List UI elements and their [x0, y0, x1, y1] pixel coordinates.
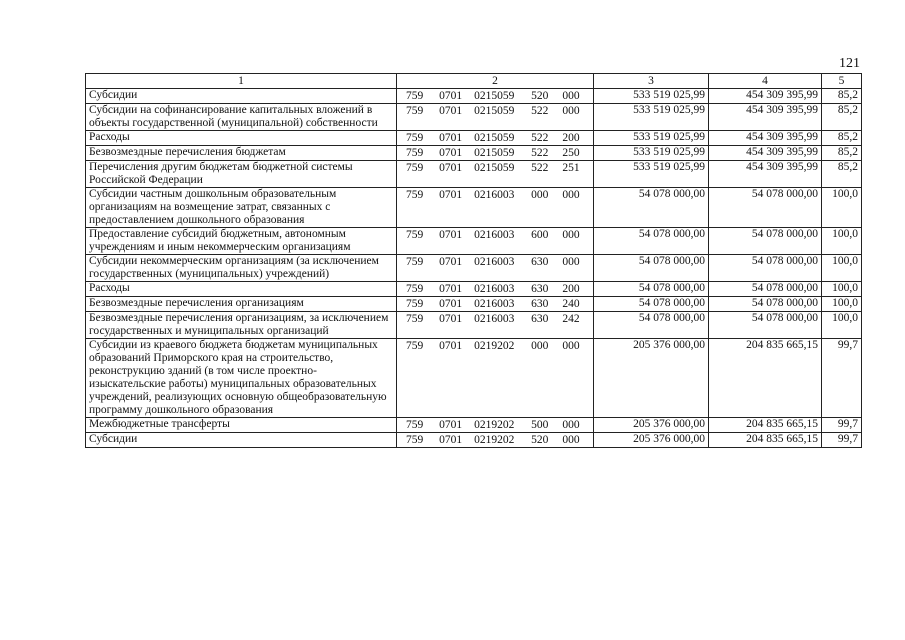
code-part-4: 630 — [531, 313, 549, 325]
execution-percent: 100,0 — [822, 312, 862, 339]
header-row — [86, 74, 862, 89]
row-name: Субсидии из краевого бюджета бюджетам муниципальных образований Приморского края на строительство, реконструкцию зданий (в том числе проектно-изыскательские работы) муниципальных образовательных учреждений, реализующих основную общеобразовательную программу дошкольного образования — [86, 339, 397, 418]
planned-amount: 533 519 025,99 — [594, 89, 709, 104]
code-part-4: 522 — [531, 105, 549, 117]
row-codes — [397, 89, 594, 104]
table-row — [86, 339, 862, 418]
table-row — [86, 255, 862, 282]
code-part-2: 0701 — [439, 229, 463, 241]
actual-amount: 54 078 000,00 — [709, 255, 822, 282]
code-part-2: 0701 — [439, 340, 463, 352]
code-part-2: 0701 — [439, 90, 463, 102]
actual-amount: 454 309 395,99 — [709, 161, 822, 188]
row-codes — [397, 255, 594, 282]
code-part-1: 759 — [406, 313, 424, 325]
code-part-4: 522 — [531, 162, 549, 174]
code-part-4: 630 — [531, 256, 549, 268]
code-part-4: 600 — [531, 229, 549, 241]
planned-amount: 533 519 025,99 — [594, 161, 709, 188]
table-row — [86, 146, 862, 161]
row-name: Перечисления другим бюджетам бюджетной системы Российской Федерации — [86, 161, 397, 188]
code-part-2: 0701 — [439, 313, 463, 325]
row-codes — [397, 312, 594, 339]
code-part-3: 0215059 — [474, 90, 515, 102]
code-part-2: 0701 — [439, 298, 463, 310]
code-part-1: 759 — [406, 147, 424, 159]
actual-amount: 54 078 000,00 — [709, 282, 822, 297]
code-part-3: 0216003 — [474, 313, 515, 325]
execution-percent: 100,0 — [822, 255, 862, 282]
page-number: 121 — [839, 56, 860, 71]
code-part-2: 0701 — [439, 105, 463, 117]
row-name: Безвозмездные перечисления организациям — [86, 297, 397, 312]
code-part-5: 000 — [562, 229, 580, 241]
code-part-2: 0701 — [439, 256, 463, 268]
table-row — [86, 433, 862, 448]
row-name: Субсидии на софинансирование капитальных вложений в объекты государственной (муниципальной) собственности — [86, 104, 397, 131]
execution-percent: 100,0 — [822, 297, 862, 312]
code-part-3: 0216003 — [474, 229, 515, 241]
execution-percent: 85,2 — [822, 131, 862, 146]
table-row — [86, 104, 862, 131]
row-name: Субсидии — [86, 89, 397, 104]
planned-amount: 205 376 000,00 — [594, 433, 709, 448]
code-part-5: 200 — [562, 283, 580, 295]
code-part-1: 759 — [406, 283, 424, 295]
code-part-5: 000 — [562, 434, 580, 446]
actual-amount: 454 309 395,99 — [709, 89, 822, 104]
table-row — [86, 161, 862, 188]
row-codes — [397, 131, 594, 146]
actual-amount: 454 309 395,99 — [709, 146, 822, 161]
code-part-5: 251 — [562, 162, 580, 174]
code-part-2: 0701 — [439, 162, 463, 174]
header-col-1: 1 — [86, 74, 397, 89]
execution-percent: 85,2 — [822, 146, 862, 161]
row-name: Субсидии некоммерческим организациям (за исключением государственных (муниципальных) учреждений) — [86, 255, 397, 282]
code-part-3: 0215059 — [474, 132, 515, 144]
table-row — [86, 89, 862, 104]
code-part-5: 240 — [562, 298, 580, 310]
code-part-4: 522 — [531, 147, 549, 159]
planned-amount: 54 078 000,00 — [594, 312, 709, 339]
code-part-3: 0215059 — [474, 105, 515, 117]
code-part-1: 759 — [406, 298, 424, 310]
planned-amount: 54 078 000,00 — [594, 228, 709, 255]
table-row — [86, 297, 862, 312]
code-part-2: 0701 — [439, 132, 463, 144]
execution-percent: 99,7 — [822, 433, 862, 448]
table-row — [86, 131, 862, 146]
code-part-2: 0701 — [439, 283, 463, 295]
execution-percent: 99,7 — [822, 339, 862, 418]
table-row — [86, 228, 862, 255]
table-row — [86, 418, 862, 433]
code-part-3: 0219202 — [474, 340, 515, 352]
table-row — [86, 312, 862, 339]
actual-amount: 204 835 665,15 — [709, 339, 822, 418]
row-name: Расходы — [86, 282, 397, 297]
code-part-1: 759 — [406, 434, 424, 446]
row-codes — [397, 188, 594, 228]
actual-amount: 54 078 000,00 — [709, 188, 822, 228]
code-part-5: 242 — [562, 313, 580, 325]
execution-percent: 85,2 — [822, 104, 862, 131]
row-name: Безвозмездные перечисления организациям, за исключением государственных и муниципальных организаций — [86, 312, 397, 339]
row-codes — [397, 297, 594, 312]
planned-amount: 533 519 025,99 — [594, 146, 709, 161]
row-codes — [397, 228, 594, 255]
row-codes — [397, 146, 594, 161]
row-name: Безвозмездные перечисления бюджетам — [86, 146, 397, 161]
planned-amount: 54 078 000,00 — [594, 255, 709, 282]
code-part-3: 0216003 — [474, 189, 515, 201]
execution-percent: 99,7 — [822, 418, 862, 433]
planned-amount: 54 078 000,00 — [594, 282, 709, 297]
code-part-5: 000 — [562, 105, 580, 117]
table-body — [86, 89, 862, 448]
row-name: Субсидии частным дошкольным образовательным организациям на возмещение затрат, связанных с предоставлением дошкольного образования — [86, 188, 397, 228]
code-part-3: 0216003 — [474, 283, 515, 295]
execution-percent: 85,2 — [822, 89, 862, 104]
budget-table — [85, 73, 862, 448]
code-part-4: 522 — [531, 132, 549, 144]
code-part-4: 630 — [531, 283, 549, 295]
row-codes — [397, 418, 594, 433]
code-part-4: 000 — [531, 340, 549, 352]
code-part-5: 000 — [562, 256, 580, 268]
code-part-2: 0701 — [439, 189, 463, 201]
code-part-1: 759 — [406, 419, 424, 431]
code-part-3: 0215059 — [474, 147, 515, 159]
table-row — [86, 188, 862, 228]
actual-amount: 204 835 665,15 — [709, 418, 822, 433]
planned-amount: 533 519 025,99 — [594, 104, 709, 131]
actual-amount: 204 835 665,15 — [709, 433, 822, 448]
row-name: Субсидии — [86, 433, 397, 448]
execution-percent: 100,0 — [822, 282, 862, 297]
code-part-1: 759 — [406, 189, 424, 201]
row-codes — [397, 339, 594, 418]
row-codes — [397, 433, 594, 448]
execution-percent: 85,2 — [822, 161, 862, 188]
actual-amount: 54 078 000,00 — [709, 312, 822, 339]
code-part-5: 000 — [562, 419, 580, 431]
header-col-4: 4 — [709, 74, 822, 89]
row-name: Межбюджетные трансферты — [86, 418, 397, 433]
code-part-4: 630 — [531, 298, 549, 310]
actual-amount: 54 078 000,00 — [709, 297, 822, 312]
execution-percent: 100,0 — [822, 228, 862, 255]
row-codes — [397, 282, 594, 297]
code-part-4: 500 — [531, 419, 549, 431]
code-part-1: 759 — [406, 256, 424, 268]
row-codes — [397, 161, 594, 188]
planned-amount: 205 376 000,00 — [594, 339, 709, 418]
code-part-4: 520 — [531, 90, 549, 102]
actual-amount: 54 078 000,00 — [709, 228, 822, 255]
header-col-2: 2 — [397, 74, 594, 89]
planned-amount: 54 078 000,00 — [594, 297, 709, 312]
planned-amount: 533 519 025,99 — [594, 131, 709, 146]
code-part-3: 0219202 — [474, 419, 515, 431]
code-part-4: 000 — [531, 189, 549, 201]
header-col-5: 5 — [822, 74, 862, 89]
code-part-5: 250 — [562, 147, 580, 159]
code-part-2: 0701 — [439, 434, 463, 446]
code-part-5: 000 — [562, 90, 580, 102]
actual-amount: 454 309 395,99 — [709, 104, 822, 131]
code-part-3: 0219202 — [474, 434, 515, 446]
code-part-1: 759 — [406, 162, 424, 174]
code-part-4: 520 — [531, 434, 549, 446]
code-part-3: 0216003 — [474, 298, 515, 310]
code-part-5: 000 — [562, 340, 580, 352]
execution-percent: 100,0 — [822, 188, 862, 228]
code-part-1: 759 — [406, 229, 424, 241]
planned-amount: 205 376 000,00 — [594, 418, 709, 433]
header-col-3: 3 — [594, 74, 709, 89]
code-part-5: 200 — [562, 132, 580, 144]
code-part-1: 759 — [406, 90, 424, 102]
row-name: Предоставление субсидий бюджетным, автономным учреждениям и иным некоммерческим организациям — [86, 228, 397, 255]
row-name: Расходы — [86, 131, 397, 146]
code-part-1: 759 — [406, 105, 424, 117]
code-part-3: 0216003 — [474, 256, 515, 268]
row-codes — [397, 104, 594, 131]
actual-amount: 454 309 395,99 — [709, 131, 822, 146]
code-part-3: 0215059 — [474, 162, 515, 174]
table-row — [86, 282, 862, 297]
code-part-2: 0701 — [439, 419, 463, 431]
code-part-1: 759 — [406, 340, 424, 352]
code-part-1: 759 — [406, 132, 424, 144]
code-part-2: 0701 — [439, 147, 463, 159]
code-part-5: 000 — [562, 189, 580, 201]
planned-amount: 54 078 000,00 — [594, 188, 709, 228]
